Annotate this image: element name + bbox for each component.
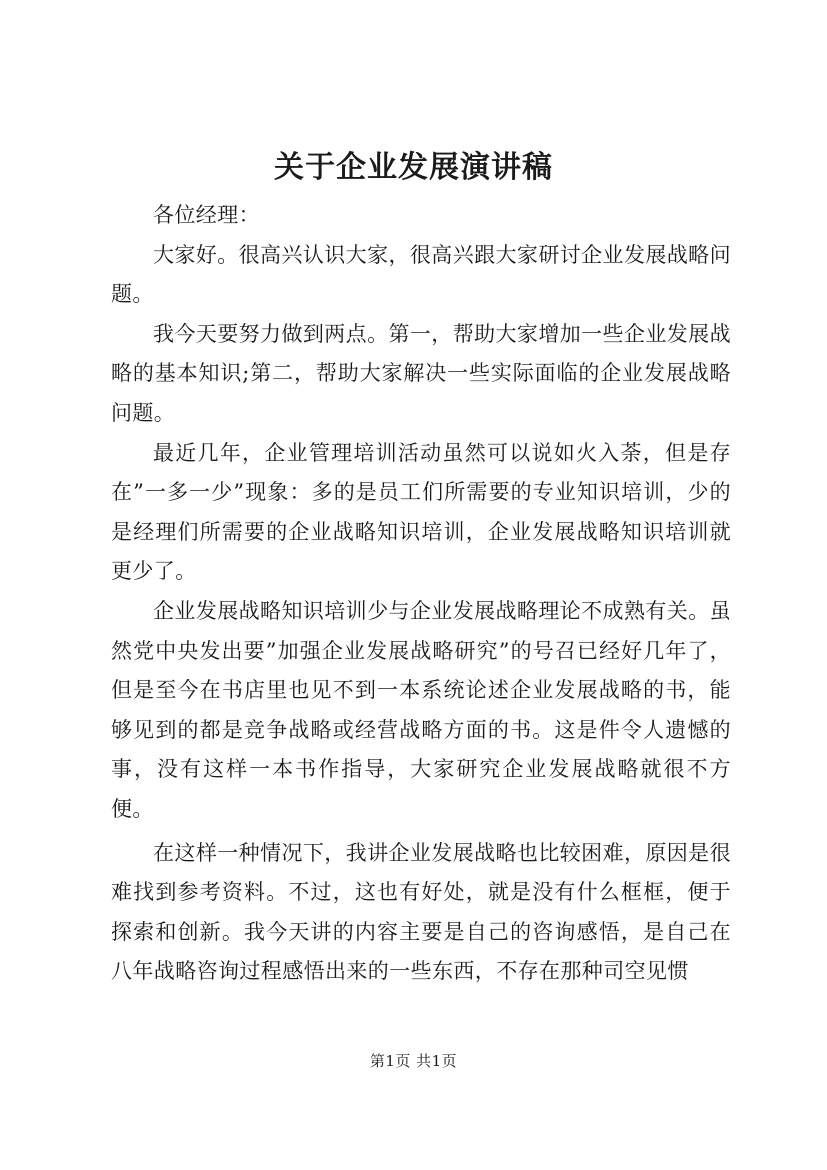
document-body: [111, 196, 731, 992]
paragraph-difficulty: 在这样一种情况下，我讲企业发展战略也比较困难，原因是很难找到参考资料。不过，这也有好处，就是没有什么框框，便于探索和创新。我今天讲的内容主要是自己的咨询感悟，是自己在八年战略咨询过程感悟出来的一些东西，不存在那种司空见惯: [111, 840, 731, 984]
paragraph-greeting: 大家好。很高兴认识大家，很高兴跟大家研讨企业发展战略问题。: [111, 242, 731, 307]
document-title: 关于企业发展演讲稿: [274, 150, 553, 185]
paragraph-theory: 企业发展战略知识培训少与企业发展战略理论不成熟有关。虽然党中央发出要”加强企业发展战略研究”的号召已经好几年了，但是至今在书店里也见不到一本系统论述企业发展战略的书，能够见到的都是竞争战略或经营战略方面的书。这是件令人遗憾的事，没有这样一本书作指导，大家研究企业发展战略就很不方便。: [111, 598, 731, 821]
paragraph-training: 最近几年，企业管理培训活动虽然可以说如火入荼，但是存在”一多一少”现象：多的是员工们所需要的专业知识培训，少的是经理们所需要的企业战略知识培训，企业发展战略知识培训就更少了。: [111, 440, 731, 584]
page-number-label: 第1页 共1页: [369, 1052, 458, 1070]
paragraph-goals: 我今天要努力做到两点。第一，帮助大家增加一些企业发展战略的基本知识;第二，帮助大家解决一些实际面临的企业发展战略问题。: [111, 321, 731, 425]
page-footer: [0, 1050, 827, 1072]
paragraph-salutation: 各位经理：: [153, 203, 260, 227]
